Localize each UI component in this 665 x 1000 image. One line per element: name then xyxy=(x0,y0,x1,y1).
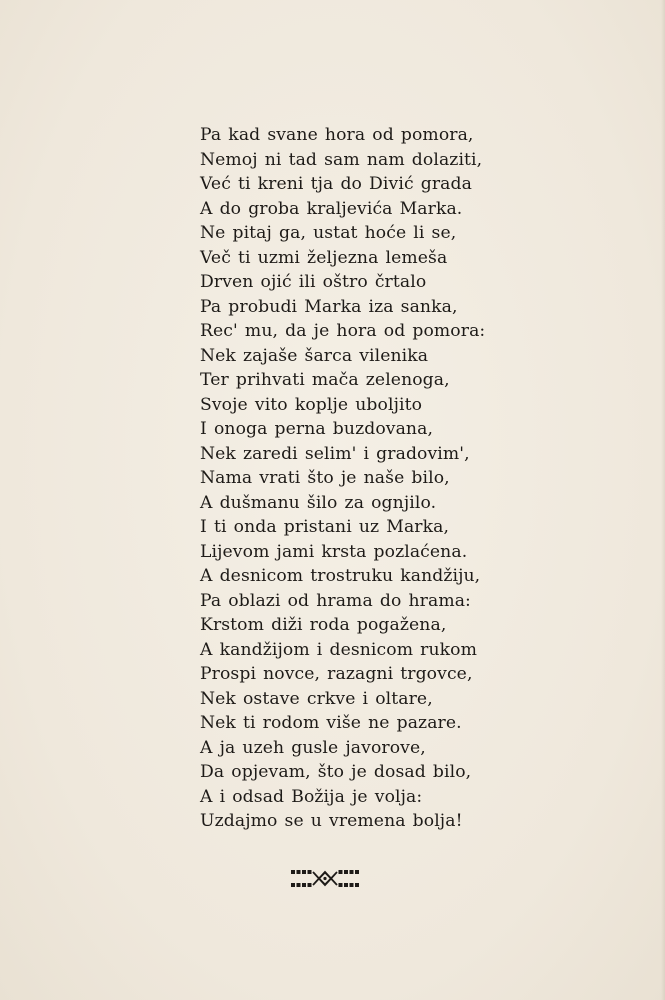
poem-line: Rec' mu, da je hora od pomora: xyxy=(200,321,486,341)
poem-line: Drven ojić ili oštro črtalo xyxy=(200,272,427,292)
poem-line: A i odsad Božija je volja: xyxy=(200,786,423,807)
poem-line: Več ti uzmi željezna lemeša xyxy=(200,247,448,268)
page-edge-shadow xyxy=(661,0,665,1000)
poem-line: A ja uzeh gusle javorove, xyxy=(200,737,426,758)
poem-line: Svoje vito koplje uboljito xyxy=(200,394,423,415)
decorative-fleuron-icon xyxy=(290,868,360,890)
poem-line: Pa probudi Marka iza sanka, xyxy=(200,296,458,317)
poem-line: Pa kad svane hora od pomora, xyxy=(200,125,474,145)
poem-line: A do groba kraljevića Marka. xyxy=(200,198,463,219)
poem-line: Nek zajaše šarca vilenika xyxy=(200,345,429,366)
poem-text xyxy=(200,123,500,834)
poem-line: Nek ti rodom više ne pazare. xyxy=(200,713,462,733)
poem-line: Ne pitaj ga, ustat hoće li se, xyxy=(200,223,457,243)
poem-line: Nama vrati što je naše bilo, xyxy=(200,468,450,488)
poem-line: Nemoj ni tad sam nam dolaziti, xyxy=(200,149,483,170)
poem-line: Uzdajmo se u vremena bolja! xyxy=(200,811,463,831)
poem-line: Nek ostave crkve i oltare, xyxy=(200,688,433,709)
poem-line: I onoga perna buzdovana, xyxy=(200,419,434,439)
poem-line: A kandžijom i desnicom rukom xyxy=(200,639,478,660)
poem-line: Nek zaredi selim' i gradovim', xyxy=(200,443,470,464)
poem-line: I ti onda pristani uz Marka, xyxy=(200,517,450,537)
poem-line: Pa oblazi od hrama do hrama: xyxy=(200,590,471,611)
poem-line: Prospi novce, razagni trgovce, xyxy=(200,664,473,684)
poem-line: Ter prihvati mača zelenoga, xyxy=(200,370,450,390)
poem-line: Krstom diži roda pogažena, xyxy=(200,615,447,635)
poem-line: A desnicom trostruku kandžiju, xyxy=(200,566,481,586)
poem-line: A dušmanu šilo za ognjilo. xyxy=(200,492,437,513)
poem-line: Lijevom jami krsta pozlaćena. xyxy=(200,541,468,562)
poem-line: Da opjevam, što je dosad bilo, xyxy=(200,762,472,782)
poem-line: Već ti kreni tja do Divić grada xyxy=(200,174,472,194)
